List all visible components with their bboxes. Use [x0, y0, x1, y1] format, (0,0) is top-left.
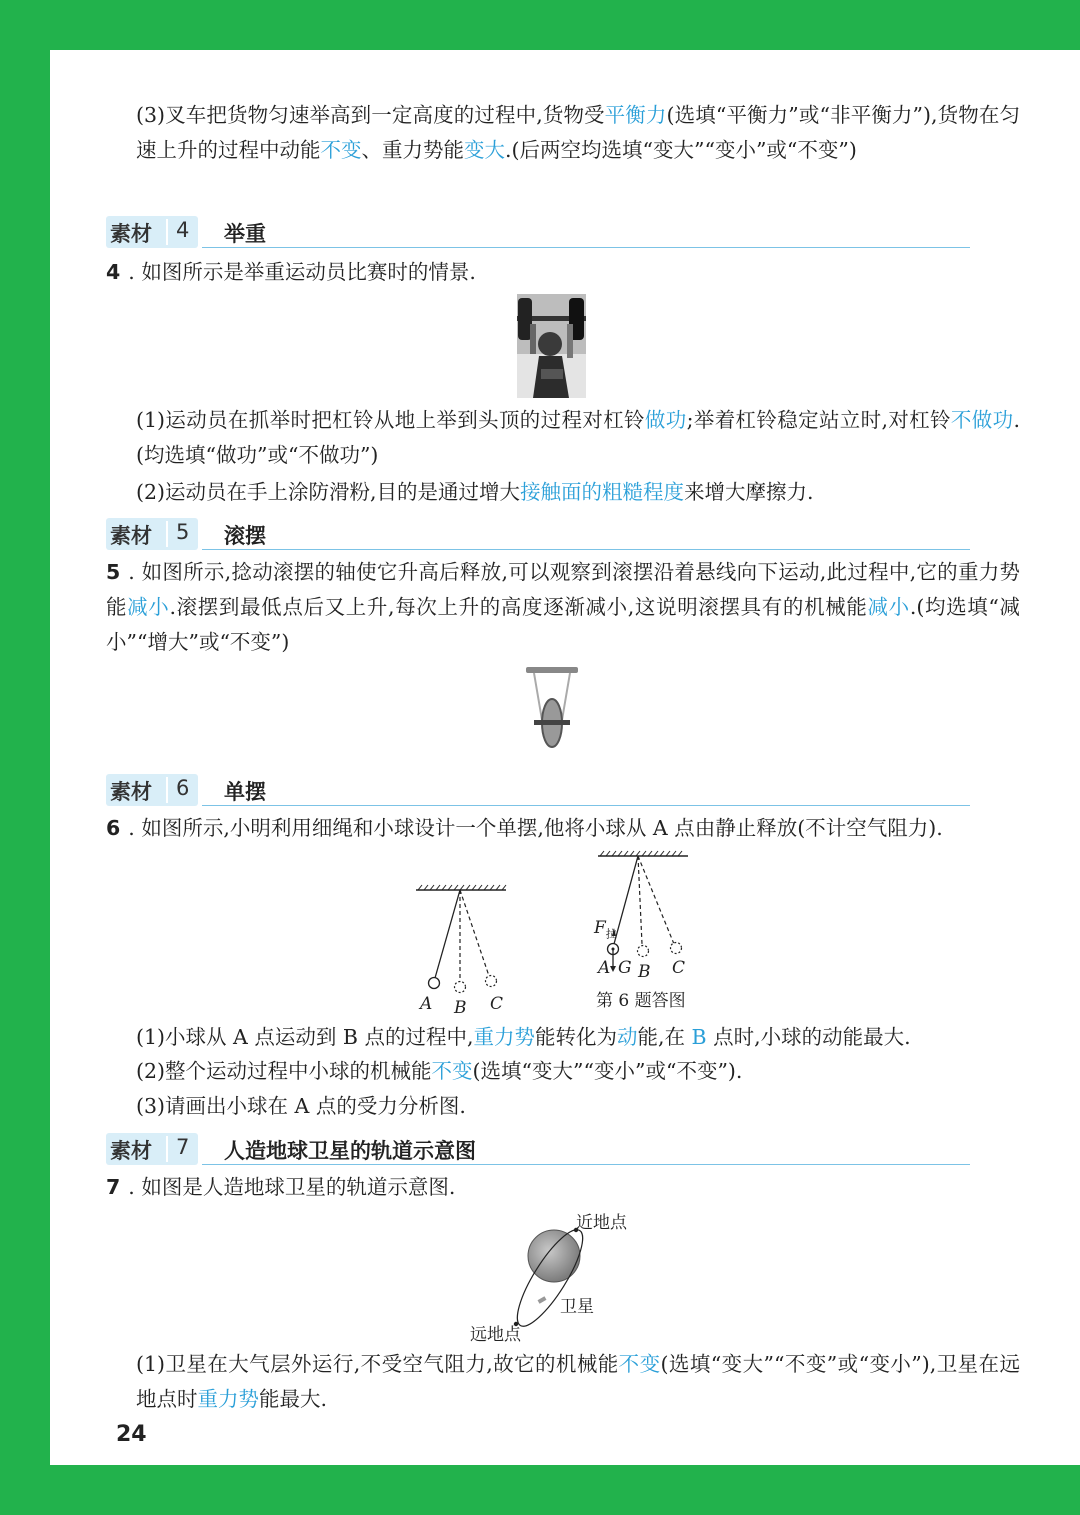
q4-part2: (2)运动员在手上涂防滑粉,目的是通过增大接触面的粗糙程度来增大摩擦力.: [136, 480, 814, 504]
label-g: G: [618, 958, 632, 978]
q3-part3: (3)叉车把货物匀速举高到一定高度的过程中,货物受平衡力(选填“平衡力”或“非平衡力”),货物在匀速上升的过程中动能不变、重力势能变大.(后两空均选填“变大”“变小”或“不变”): [136, 103, 1020, 162]
bottom-border: [0, 1465, 1080, 1515]
label-apogee: 远地点: [470, 1325, 521, 1345]
section-header-4: 素材 4 举重: [106, 216, 970, 250]
q6-part3: (3)请画出小球在 A 点的受力分析图.: [136, 1094, 466, 1118]
label-a-answer: A: [598, 958, 611, 978]
answer: B: [691, 1025, 707, 1049]
section-header-6: 素材 6 单摆: [106, 774, 970, 808]
label-satellite: 卫星: [560, 1297, 594, 1317]
answer: 平衡力: [604, 103, 667, 127]
answer: 重力势: [197, 1387, 259, 1411]
label-perigee: 近地点: [576, 1213, 627, 1233]
page: [50, 50, 1080, 1465]
label-b-answer: B: [638, 962, 651, 982]
maxwell-wheel-figure: [520, 665, 584, 760]
answer: 减小: [127, 595, 170, 619]
q7-part1: (1)卫星在大气层外运行,不受空气阻力,故它的机械能不变(选填“变大”“不变”或“变小”),卫星在远地点时重力势能最大.: [136, 1352, 1020, 1411]
answer: 不变: [431, 1059, 473, 1083]
q6-stem: 6 . 如图所示,小明利用细绳和小球设计一个单摆,他将小球从 A 点由静止释放(不计空气阻力).: [106, 816, 943, 840]
label-c: C: [490, 994, 504, 1014]
weightlifter-photo: [517, 294, 586, 398]
section-header-7: 素材 7 人造地球卫星的轨道示意图: [106, 1133, 970, 1167]
answer-figure-caption: 第 6 题答图: [596, 991, 686, 1011]
q4-part1: (1)运动员在抓举时把杠铃从地上举到头顶的过程对杠铃做功;举着杠铃稳定站立时,对杠铃不做功.(均选填“做功”或“不做功”): [136, 408, 1020, 467]
label-f: $F_拉$: [594, 918, 617, 941]
q6-part2: (2)整个运动过程中小球的机械能不变(选填“变大”“变小”或“不变”).: [136, 1059, 743, 1083]
answer: 不变: [618, 1352, 661, 1376]
answer: 接触面的粗糙程度: [520, 480, 685, 504]
answer: 不变: [320, 138, 362, 162]
q7-stem: 7 . 如图是人造地球卫星的轨道示意图.: [106, 1175, 456, 1199]
answer: 不做功: [950, 408, 1014, 432]
q4-stem: 4 . 如图所示是举重运动员比赛时的情景.: [106, 260, 476, 284]
answer: 变大: [464, 138, 505, 162]
label-b: B: [454, 998, 467, 1018]
q5-body: 5 . 如图所示,捻动滚摆的轴使它升高后释放,可以观察到滚摆沿着悬线向下运动,此过程中,它的重力势能减小.滚摆到最低点后又上升,每次上升的高度逐渐减小,这说明滚摆具有的机械能减小.(均选填“减小”“增大”或“不变”): [106, 560, 1021, 654]
answer: 做功: [644, 408, 687, 432]
answer: 动: [617, 1025, 638, 1049]
answer: 重力势: [473, 1025, 535, 1049]
label-c-answer: C: [672, 958, 686, 978]
q6-part1: (1)小球从 A 点运动到 B 点的过程中,重力势能转化为动能,在 B 点时,小球的动能最大.: [136, 1025, 911, 1049]
page-number: 24: [116, 1422, 147, 1447]
answer: 减小: [867, 595, 910, 619]
section-header-5: 素材 5 滚摆: [106, 518, 970, 552]
pendulum-figure: [410, 882, 520, 1012]
label-a: A: [420, 994, 433, 1014]
